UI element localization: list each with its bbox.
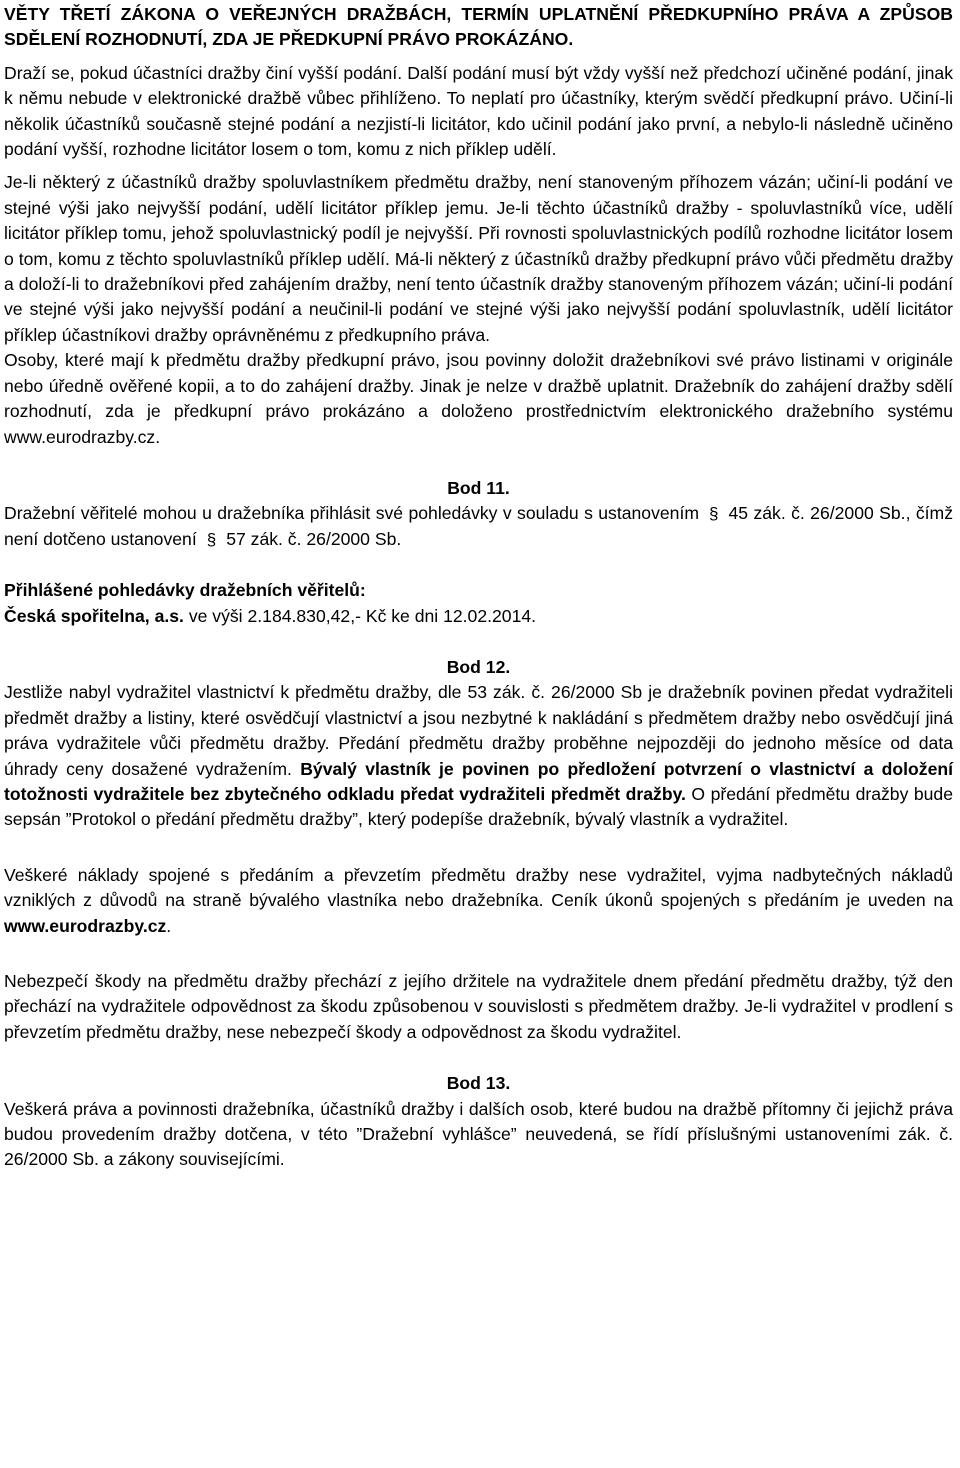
bod-11-text-b: 45 zák. č. 26/2000 Sb., čímž není dotčeno ustanovení <box>4 503 953 549</box>
spacer <box>4 552 953 578</box>
spacer <box>4 939 953 969</box>
paragraph-bidding: Draží se, pokud účastníci dražby činí vyšší podání. Další podání musí být vždy vyšší než předchozí učiněné podání, jinak k němu nebude v elektronické dražbě vůbec přihlíženo. To neplatí pro účastníky, kterým svědčí předkupní právo. Učiní-li několik účastníků současně stejné podání a nezjistí-li licitátor, kdo učinil podání jako první, a nebylo-li následně učiněno podání vyšší, rozhodne licitátor losem o tom, komu z nich příklep udělí. <box>4 62 953 160</box>
spacer <box>4 629 953 655</box>
paragraph-pre-emption: Osoby, které mají k předmětu dražby předkupní právo, jsou povinny doložit dražebníkovi své právo listinami v originále nebo úředně ověřené kopii, a to do zahájení dražby. Jinak je nelze v dražbě uplatnit. Dražebník do zahájení dražby sdělí rozhodnutí, zda je předkupní právo prokázáno a doloženo prostřednictvím elektronického dražebního systému www.eurodrazby.cz. <box>4 350 953 447</box>
bod-11-text-a: Dražební věřitelé mohou u dražebníka přihlásit své pohledávky v souladu s ustanovením <box>4 503 700 524</box>
bod-11-text-c: 57 zák. č. 26/2000 Sb. <box>226 528 402 549</box>
bod-13-title: Bod 13. <box>446 1073 511 1094</box>
claim-line <box>4 604 953 629</box>
website-link[interactable]: www.eurodrazby.cz <box>4 915 167 936</box>
bod-12-title: Bod 12. <box>446 656 511 677</box>
bod-12-p2-tail: . <box>166 915 172 936</box>
bod-12-p1-text: Jestliže nabyl vydražitel vlastnictví k předmětu dražby, dle 53 zák. č. 26/2000 Sb je dražebník povinen předat vydražiteli předmět dražby a listiny, které osvědčují vlastnictví a jsou nezbytné k nakládání s předmětem dražby nebo osvědčují jiná práva vydražitele vůči předmětu dražby. Předání předmětu dražby proběhne nejpozději do jednoho měsíce od data úhrady ceny dosažené vydražením. <box>4 682 953 779</box>
claims-title: Přihlášené pohledávky dražebních věřitelů: <box>4 580 366 601</box>
paragraph-co-owners: Je-li některý z účastníků dražby spoluvlastníkem předmětu dražby, není stanoveným příhozem vázán; učiní-li podání ve stejné výši jako nejvyšší podání, udělí licitátor příklep jemu. Je-li těchto účastníků dražby - spoluvlastníků více, udělí licitátor příklep tomu, jehož spoluvlastnický podíl je nejvyšší. Při rovnosti spoluvlastnických podílů rozhodne licitátor losem o tom, komu z těchto spoluvlastníků příklep udělí. Má-li některý z účastníků dražby předkupní právo vůči předmětu dražby a doloží-li to dražebníkovi před zahájením dražby, není tento účastník dražby stanoveným příhozem vázán; učiní-li podání ve stejné výši jako nejvyšší podání a neučinil-li podání ve stejné výši jako nejvyšší podání spoluvlastník, udělí licitátor příklep účastníkovi dražby oprávněnému z předkupního práva. <box>4 172 953 345</box>
bod-13-paragraph: Veškerá práva a povinnosti dražebníka, účastníků dražby i dalších osob, které budou na dražbě přítomny či jejichž práva budou provedením dražby dotčena, v této ”Dražební vyhlášce” neuvedená, se řídí příslušnými ustanoveními zák. č. 26/2000 Sb. a zákony souvisejícími. <box>4 1098 953 1170</box>
bod-12-paragraph-handover <box>4 680 953 832</box>
bod-12-paragraph-costs <box>4 863 953 939</box>
spacer <box>4 833 953 863</box>
bod-12-paragraph-risk: Nebezpečí škody na předmětu dražby přechází z jejího držitele na vydražitele dnem předání předmětu dražby, týž den přechází na vydražitele odpovědnost za škodu způsobenou v souvislosti s předmětem dražby. Je-li vydražitel v prodlení s převzetím předmětu dražby, nese nebezpečí škody a odpovědnost za škodu vydražitel. <box>4 971 953 1042</box>
bod-12-p2-text: Veškeré náklady spojené s předáním a převzetím předmětu dražby nese vydražitel, vyjma nadbytečných nákladů vzniklých z důvodů na straně bývalého vlastníka nebo dražebníka. Ceník úkonů spojených s předáním je uveden na <box>4 864 953 911</box>
creditor-name: Česká spořitelna, a.s. <box>4 605 184 626</box>
bod-12-p1-tail: O předání předmětu dražby bude sepsán ”Protokol o předání předmětu dražby”, který podepíše dražebník, bývalý vlastník a vydražitel. <box>4 783 954 830</box>
claim-amount: ve výši 2.184.830,42,- Kč ke dni 12.02.2014. <box>183 605 537 626</box>
bod-11-paragraph <box>4 501 953 552</box>
bod-12-p1-bold: Bývalý vlastník je povinen po předložení potvrzení o vlastnictví a doložení totožnosti vydražitele bez zbytečného odkladu předat vydražiteli předmět dražby. <box>4 758 954 804</box>
spacer <box>4 162 953 170</box>
spacer <box>4 1045 953 1071</box>
section-sign-icon: § <box>709 504 719 524</box>
spacer <box>4 450 953 476</box>
spacer <box>4 53 953 61</box>
bod-11-title: Bod 11. <box>447 477 510 498</box>
section-heading: VĚTY TŘETÍ ZÁKONA O VEŘEJNÝCH DRAŽBÁCH, TERMÍN UPLATNĚNÍ PŘEDKUPNÍHO PRÁVA A ZPŮSOB SDĚLENÍ ROZHODNUTÍ, ZDA JE PŘEDKUPNÍ PRÁVO PROKÁZÁNO. <box>4 4 953 50</box>
section-sign-icon: § <box>206 529 217 549</box>
